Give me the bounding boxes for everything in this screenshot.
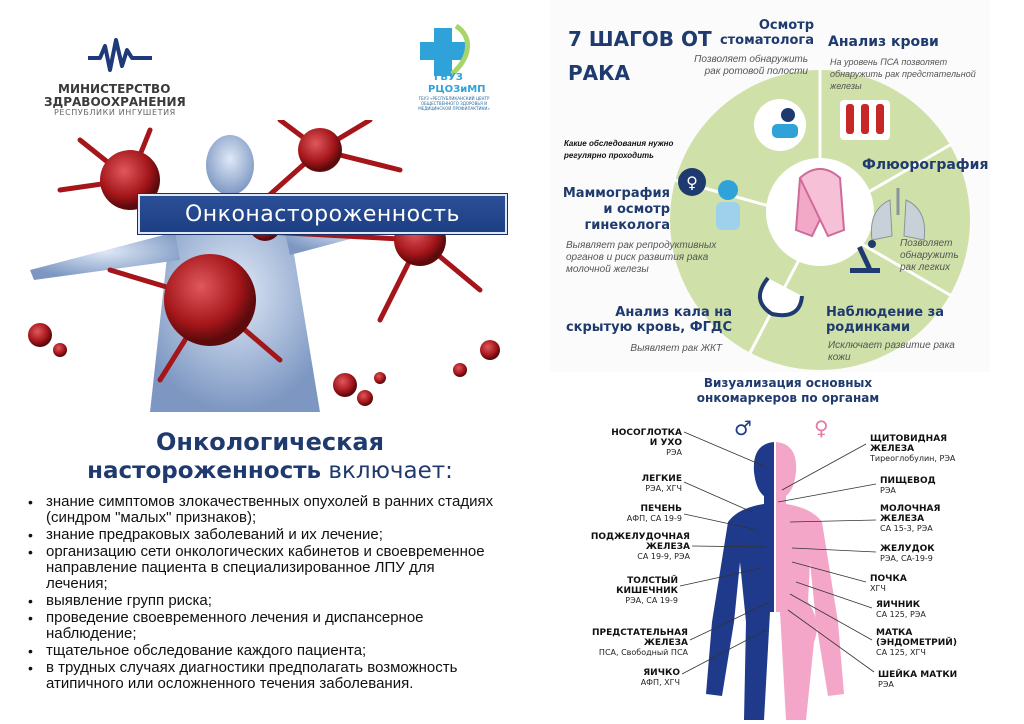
marker-right-5-value: CA 125, РЭА bbox=[876, 610, 926, 619]
marker-left-4-value: РЭА, CA 19-9 bbox=[625, 596, 678, 605]
marker-left-0-value: РЭА bbox=[666, 448, 682, 457]
step-fluoro-desc: Позволяет обнаружить рак легких bbox=[900, 238, 959, 273]
awareness-title-rest: включает: bbox=[321, 458, 453, 484]
center-logo-line1: ГБУЗ bbox=[434, 72, 463, 83]
marker-left-3-value: CA 19-9, РЭА bbox=[637, 552, 690, 561]
marker-right-1-organ: ПИЩЕВОД bbox=[880, 476, 936, 486]
marker-left-5-value: ПСА, Свободный ПСА bbox=[598, 648, 688, 657]
female-sign-icon: ♀ bbox=[686, 173, 698, 192]
marker-right-0-organ: ЩИТОВИДНАЯ ЖЕЛЕЗА bbox=[870, 434, 948, 454]
marker-left-0-organ: НОСОГЛОТКА И УХО bbox=[611, 428, 682, 448]
list-item: • проведение своевременного лечения и диспансерное наблюдение; bbox=[26, 610, 496, 642]
step-mammo-desc: Выявляет рак репродуктивных органов и риск развития рака молочной железы bbox=[566, 240, 717, 275]
marker-left-2-value: АФП, CA 19-9 bbox=[626, 514, 682, 523]
ministry-line3: РЕСПУБЛИКИ ИНГУШЕТИЯ bbox=[54, 108, 176, 117]
marker-right-4-value: ХГЧ bbox=[870, 584, 886, 593]
step-stool-desc: Выявляет рак ЖКТ bbox=[630, 343, 722, 354]
step-stool-title: Анализ кала на скрытую кровь, ФГДС bbox=[565, 305, 732, 335]
list-item: • тщательное обследование каждого пациента; bbox=[26, 643, 496, 659]
marker-right-2-organ: МОЛОЧНАЯ ЖЕЛЕЗА bbox=[880, 504, 941, 524]
marker-left-5-organ: ПРЕДСТАТЕЛЬНАЯ ЖЕЛЕЗА bbox=[591, 628, 688, 648]
marker-right-3-value: РЭА, CA-19-9 bbox=[880, 554, 933, 563]
awareness-title-line2 bbox=[0, 458, 540, 484]
cancer-cells-illustration bbox=[20, 120, 520, 412]
awareness-title-bold: настороженность bbox=[87, 458, 322, 484]
marker-right-6-organ: МАТКА (ЭНДОМЕТРИЙ) bbox=[876, 628, 957, 648]
step-dentist-desc: Позволяет обнаружить рак ротовой полости bbox=[694, 54, 808, 77]
marker-right-1-value: РЭА bbox=[880, 486, 896, 495]
marker-right-2-value: CA 15-3, РЭА bbox=[880, 524, 933, 533]
ministry-line2: ЗДРАВООХРАНЕНИЯ bbox=[44, 95, 186, 109]
blood-test-icon bbox=[840, 100, 890, 140]
dentist-icon bbox=[754, 99, 806, 151]
list-item: • организацию сети онкологических кабинетов и своевременное направление пациента в специализированное ЛПУ для лечения; bbox=[26, 544, 496, 592]
step-mammo-title: Маммография и осмотр гинеколога bbox=[562, 186, 670, 233]
marker-left-1-value: РЭА, ХГЧ bbox=[645, 484, 682, 493]
marker-right-7-value: РЭА bbox=[878, 680, 894, 689]
male-sign-icon: ♂ bbox=[734, 416, 752, 440]
marker-left-4-organ: ТОЛСТЫЙ КИШЕЧНИК bbox=[616, 576, 678, 596]
ministry-pulse-logo-icon bbox=[88, 36, 152, 76]
step-dentist-title: Осмотр стоматолога bbox=[719, 18, 814, 48]
oncology-awareness-poster bbox=[0, 0, 540, 412]
step-blood-title: Анализ крови bbox=[828, 34, 939, 50]
list-item: • выявление групп риска; bbox=[26, 593, 496, 609]
list-item: • знание симптомов злокачественных опухолей в ранних стадиях (синдром "малых" признаков); bbox=[26, 494, 496, 526]
awareness-list bbox=[26, 494, 496, 693]
steps-question: Какие обследования нужно регулярно проходить bbox=[564, 139, 674, 160]
female-doctor-icon bbox=[716, 180, 740, 230]
step-fluoro-title: Флюорография bbox=[862, 157, 989, 173]
marker-left-2-organ: ПЕЧЕНЬ bbox=[640, 504, 682, 514]
marker-right-6-value: CA 125, ХГЧ bbox=[876, 648, 926, 657]
steps-title-line1: 7 ШАГОВ ОТ bbox=[568, 27, 712, 51]
marker-right-5-organ: ЯИЧНИК bbox=[876, 600, 921, 610]
step-blood-desc: На уровень ПСА позволяет обнаружить рак предстательной железы bbox=[830, 57, 976, 91]
marker-right-3-organ: ЖЕЛУДОК bbox=[880, 544, 935, 554]
step-moles-desc: Исключает развитие рака кожи bbox=[828, 340, 955, 363]
female-sign-icon: ♀ bbox=[814, 416, 829, 440]
markers-title-line1: Визуализация основных bbox=[703, 376, 873, 390]
ministry-line1: МИНИСТЕРСТВО bbox=[58, 82, 171, 96]
center-logo-line2: РЦОЗиМП bbox=[428, 84, 486, 95]
tumor-markers-chart bbox=[552, 372, 1024, 724]
banner-text: Онконастороженность bbox=[184, 201, 461, 227]
marker-left-3-organ: ПОДЖЕЛУДОЧНАЯ ЖЕЛЕЗА bbox=[590, 532, 690, 552]
list-item: • в трудных случаях диагностики предполагать возможность атипичного или осложненного течения заболевания. bbox=[26, 660, 496, 692]
step-moles-title: Наблюдение за родинками bbox=[826, 305, 944, 335]
seven-steps-infographic bbox=[550, 0, 990, 372]
marker-right-7-organ: ШЕЙКА МАТКИ bbox=[878, 670, 958, 680]
steps-title-line2: РАКА bbox=[568, 61, 630, 85]
marker-left-1-organ: ЛЕГКИЕ bbox=[641, 474, 682, 484]
markers-title-line2: онкомаркеров по органам bbox=[696, 391, 880, 405]
marker-right-4-organ: ПОЧКА bbox=[870, 574, 907, 584]
title-banner bbox=[138, 194, 507, 234]
awareness-definition bbox=[0, 412, 540, 724]
list-item: • знание предраковых заболеваний и их лечение; bbox=[26, 527, 496, 543]
marker-right-0-value: Тиреоглобулин, РЭА bbox=[870, 454, 956, 463]
awareness-title-line1: Онкологическая bbox=[155, 428, 385, 456]
center-logo-caption: ГБУЗ «РЕСПУБЛИКАНСКИЙ ЦЕНТР ОБЩЕСТВЕННОГО ЗДОРОВЬЯ И МЕДИЦИНСКОЙ ПРОФИЛАКТИКИ» bbox=[418, 96, 490, 111]
marker-left-6-value: АФП, ХГЧ bbox=[640, 678, 680, 687]
marker-left-6-organ: ЯИЧКО bbox=[643, 668, 680, 678]
